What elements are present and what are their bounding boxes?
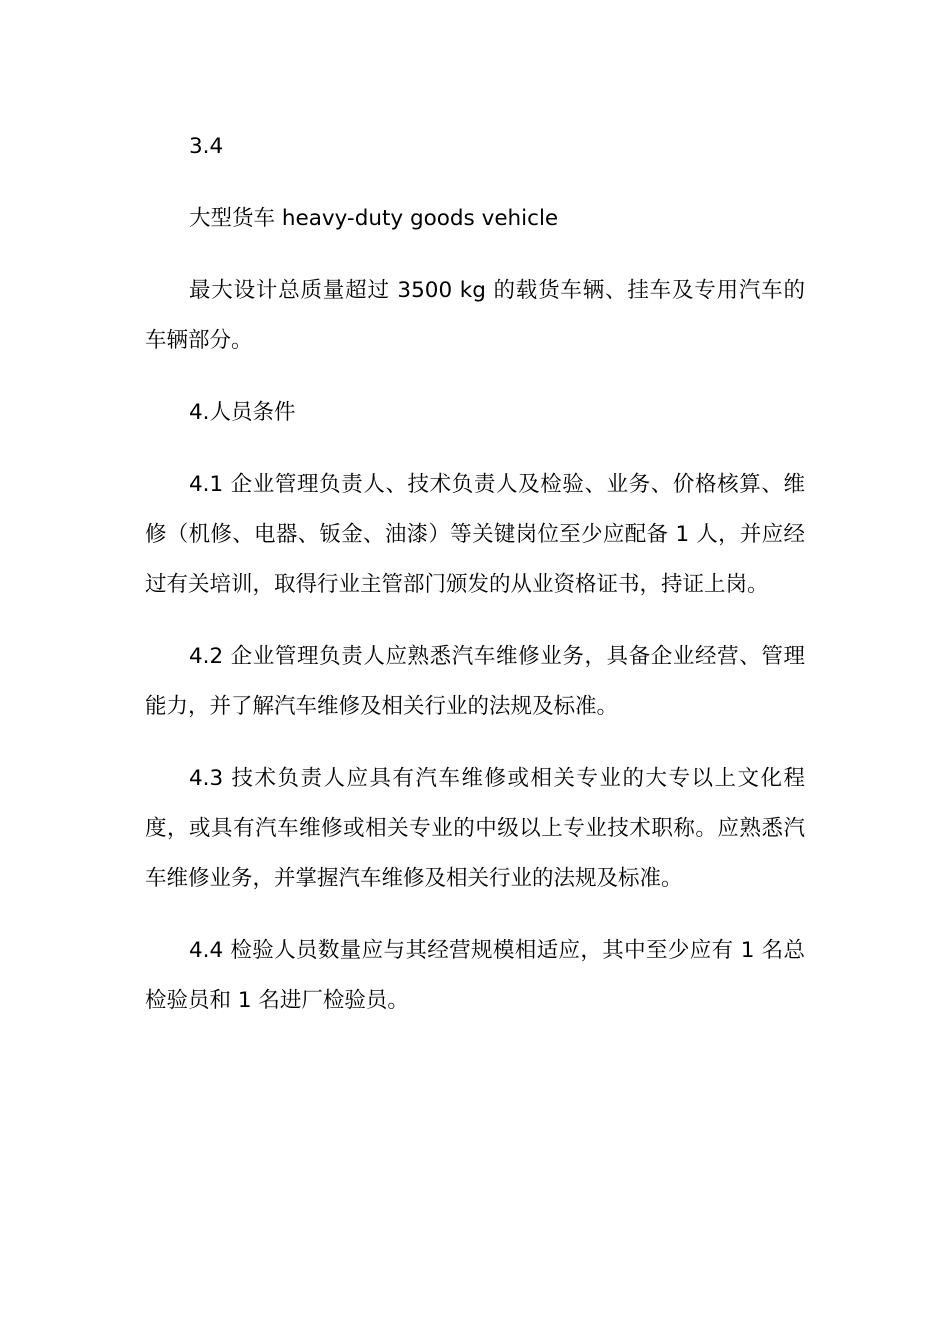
section-number: 3.4 — [189, 134, 224, 159]
clause-4-2: 4.2 企业管理负责人应熟悉汽车维修业务，具备企业经营、管理能力，并了解汽车维修及相关行业的法规及标准。 — [145, 644, 805, 719]
clause-4-4: 4.4 检验人员数量应与其经营规模相适应，其中至少应有 1 名总检验员和 1 名进厂检验员。 — [145, 938, 805, 1013]
section-heading: 4.人员条件 — [189, 400, 296, 425]
term-heading: 大型货车 heavy-duty goods vehicle — [189, 206, 559, 231]
term-definition: 最大设计总质量超过 3500 kg 的载货车辆、挂车及专用汽车的车辆部分。 — [145, 278, 805, 353]
clause-4-3: 4.3 技术负责人应具有汽车维修或相关专业的大专以上文化程度，或具有汽车维修或相关专业的中级以上专业技术职称。应熟悉汽车维修业务，并掌握汽车维修及相关行业的法规及标准。 — [145, 766, 805, 891]
clause-4-1: 4.1 企业管理负责人、技术负责人及检验、业务、价格核算、维修（机修、电器、钣金、油漆）等关键岗位至少应配备 1 人，并应经过有关培训，取得行业主管部门颁发的从业资格证书，持证上岗。 — [145, 472, 805, 597]
document-page — [145, 122, 805, 1026]
